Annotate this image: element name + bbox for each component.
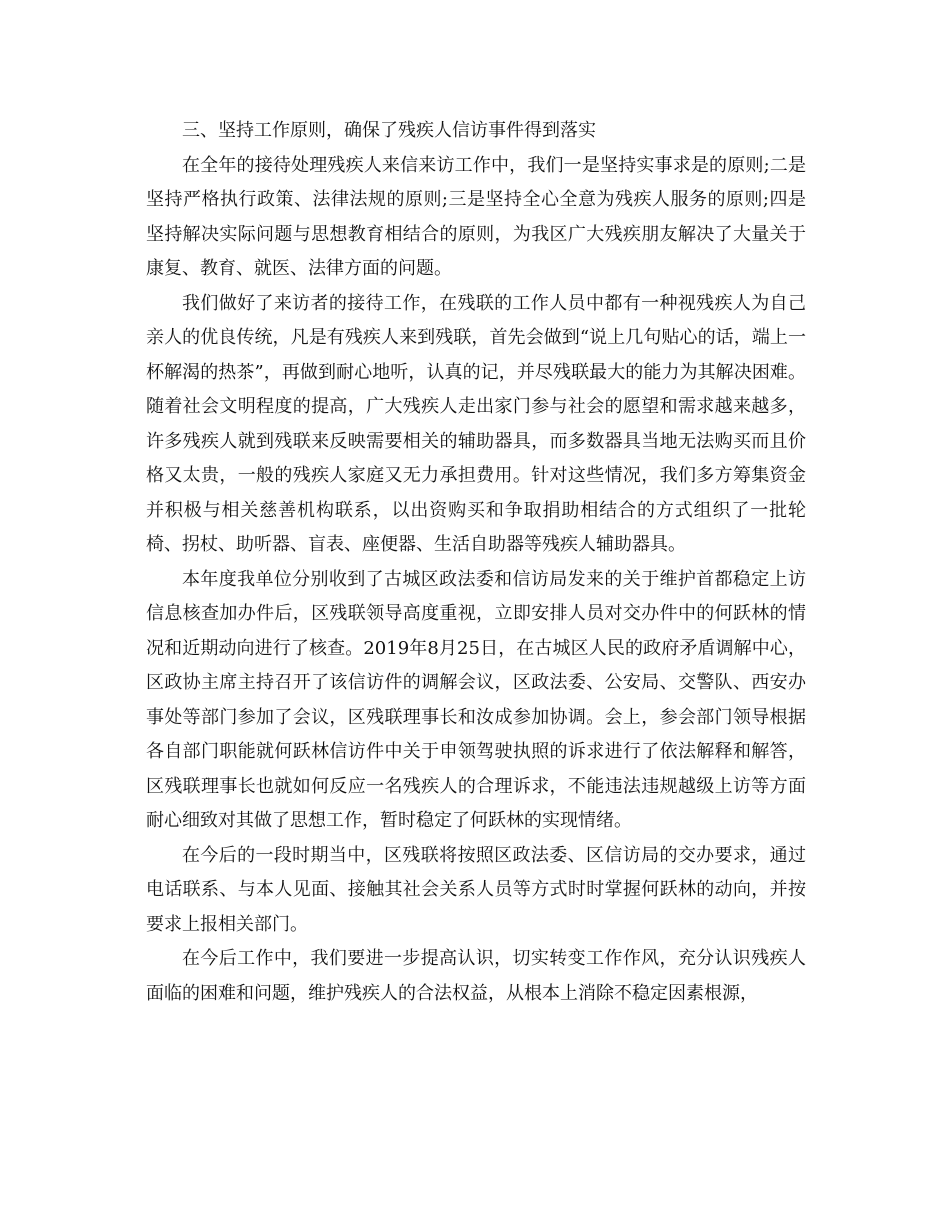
document-body <box>146 114 806 1011</box>
paragraph-principles: 在全年的接待处理残疾人来信来访工作中，我们一是坚持实事求是的原则;二是坚持严格执行政策、法律法规的原则;三是坚持全心全意为残疾人服务的原则;四是坚持解决实际问题与思想教育相结合的原则，为我区广大残疾朋友解决了大量关于康复、教育、就医、法律方面的问题。 <box>146 154 806 279</box>
paragraph-reception: 我们做好了来访者的接待工作，在残联的工作人员中都有一种视残疾人为自己亲人的优良传统，凡是有残疾人来到残联，首先会做到“说上几句贴心的话，端上一杯解渴的热茶”，再做到耐心地听，认真的记，并尽残联最大的能力为其解决困难。随着社会文明程度的提高，广大残疾人走出家门参与社会的愿望和需求越来越多，许多残疾人就到残联来反映需要相关的辅助器具，而多数器具当地无法购买而且价格又太贵，一般的残疾人家庭又无力承担费用。针对这些情况，我们多方筹集资金并积极与相关慈善机构联系，以出资购买和争取捐助相结合的方式组织了一批轮椅、拐杖、助听器、盲表、座便器、生活自助器等残疾人辅助器具。 <box>146 292 806 555</box>
paragraph-follow-up: 在今后的一段时期当中，区残联将按照区政法委、区信访局的交办要求，通过电话联系、与本人见面、接触其社会关系人员等方式时时掌握何跃林的动向，并按要求上报相关部门。 <box>146 844 806 935</box>
paragraph-future-work: 在今后工作中，我们要进一步提高认识，切实转变工作作风，充分认识残疾人面临的困难和问题，维护残疾人的合法权益，从根本上消除不稳定因素根源， <box>146 948 806 1004</box>
section-heading: 三、坚持工作原则，确保了残疾人信访事件得到落实 <box>182 120 596 141</box>
paragraph-petition-case: 本年度我单位分别收到了古城区政法委和信访局发来的关于维护首都稳定上访信息核查加办件后，区残联领导高度重视，立即安排人员对交办件中的何跃林的情况和近期动向进行了核查。2019年8月25日，在古城区人民的政府矛盾调解中心，区政协主席主持召开了该信访件的调解会议，区政法委、公安局、交警队、西安办事处等部门参加了会议，区残联理事长和汝成参加协调。会上，参会部门领导根据各自部门职能就何跃林信访件中关于申领驾驶执照的诉求进行了依法解释和解答，区残联理事长也就如何反应一名残疾人的合理诉求，不能违法违规越级上访等方面耐心细致对其做了思想工作，暂时稳定了何跃林的实现情绪。 <box>146 568 806 831</box>
